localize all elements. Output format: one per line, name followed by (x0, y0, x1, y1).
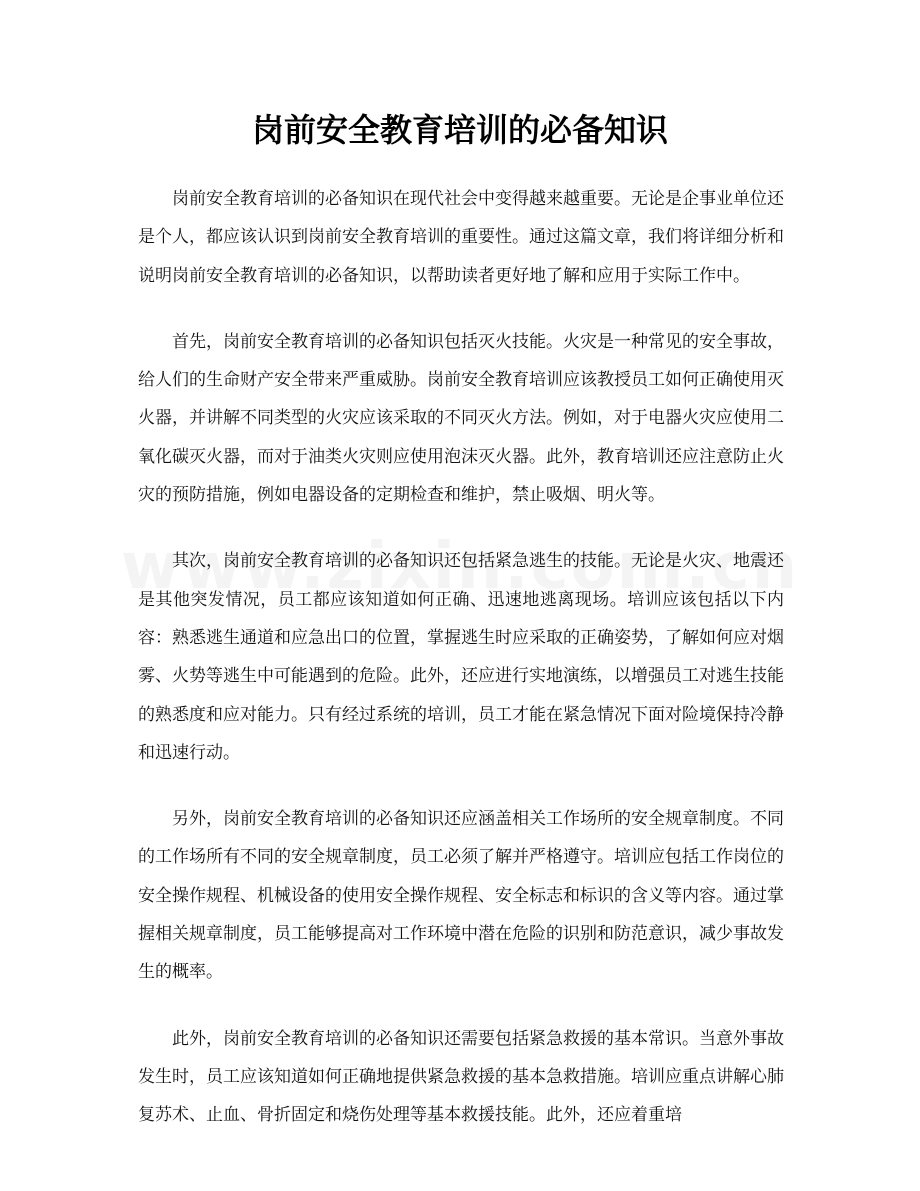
paragraph-intro: 岗前安全教育培训的必备知识在现代社会中变得越来越重要。无论是企事业单位还是个人，都应该认识到岗前安全教育培训的重要性。通过这篇文章，我们将详细分析和说明岗前安全教育培训的必备知识，以帮助读者更好地了解和应用于实际工作中。 (138, 189, 784, 286)
document-title: 岗前安全教育培训的必备知识 (251, 111, 668, 149)
paragraph-first-aid: 此外，岗前安全教育培训的必备知识还需要包括紧急救援的基本常识。当意外事故发生时，员工应该知道如何正确地提供紧急救援的基本急救措施。培训应重点讲解心肺复苏术、止血、骨折固定和烧伤处理等基本救援技能。此外，还应着重培 (138, 1028, 784, 1126)
paragraph-escape-skills: 其次，岗前安全教育培训的必备知识还包括紧急逃生的技能。无论是火灾、地震还是其他突发情况，员工都应该知道如何正确、迅速地逃离现场。培训应该包括以下内容：熟悉逃生通道和应急出口的位置，掌握逃生时应采取的正确姿势，了解如何应对烟雾、火势等逃生中可能遇到的危险。此外，还应进行实地演练，以增强员工对逃生技能的熟悉度和应对能力。只有经过系统的培训，员工才能在紧急情况下面对险境保持冷静和迅速行动。 (138, 551, 784, 763)
paragraph-safety-rules: 另外，岗前安全教育培训的必备知识还应涵盖相关工作场所的安全规章制度。不同的工作场所有不同的安全规章制度，员工必须了解并严格遵守。培训应包括工作岗位的安全操作规程、机械设备的使用安全操作规程、安全标志和标识的含义等内容。通过掌握相关规章制度，员工能够提高对工作环境中潜在危险的识别和防范意识，减少事故发生的概率。 (138, 809, 784, 983)
paragraph-fire-skills: 首先，岗前安全教育培训的必备知识包括灭火技能。火灾是一种常见的安全事故，给人们的生命财产安全带来严重威胁。岗前安全教育培训应该教授员工如何正确使用灭火器，并讲解不同类型的火灾应该采取的不同灭火方法。例如，对于电器火灾应使用二氧化碳灭火器，而对于油类火灾则应使用泡沫灭火器。此外，教育培训还应注意防止火灾的预防措施，例如电器设备的定期检查和维护，禁止吸烟、明火等。 (138, 331, 784, 506)
document-body (138, 180, 784, 1163)
